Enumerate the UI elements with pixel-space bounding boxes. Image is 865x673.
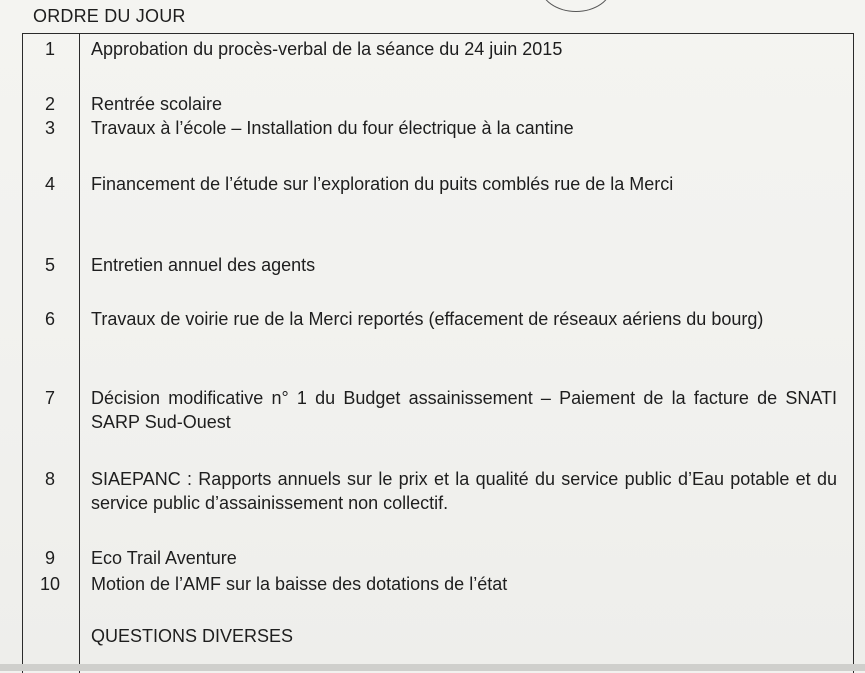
item-text: QUESTIONS DIVERSES	[91, 626, 294, 646]
item-number: 9	[44, 548, 55, 568]
item-number: 3	[44, 118, 55, 138]
item-text: Décision modificative n° 1 du Budget assainissement – Paiement de la facture de SNATI SARP Sud-Ouest	[91, 388, 837, 432]
item-number: 10	[39, 574, 61, 594]
item-number: 4	[44, 174, 55, 194]
item-number: 6	[44, 309, 55, 329]
item-text: Approbation du procès-verbal de la séance du 24 juin 2015	[91, 39, 563, 59]
page-bottom-edge	[0, 664, 865, 671]
item-text: Eco Trail Aventure	[91, 548, 237, 568]
item-text: SIAEPANC : Rapports annuels sur le prix et la qualité du service public d’Eau potable et du service public d’assainissement non collectif.	[91, 469, 837, 513]
item-number: 7	[44, 388, 55, 408]
item-text: Motion de l’AMF sur la baisse des dotations de l’état	[91, 574, 508, 594]
number-column-divider	[79, 33, 80, 673]
item-text: Travaux de voirie rue de la Merci reportés (effacement de réseaux aériens du bourg)	[91, 309, 764, 329]
item-text: Financement de l’étude sur l’exploration du puits comblés rue de la Merci	[91, 174, 674, 194]
item-number: 2	[44, 94, 55, 114]
item-number: 1	[44, 39, 55, 59]
item-text: Rentrée scolaire	[91, 94, 223, 114]
agenda-heading: ORDRE DU JOUR	[33, 6, 186, 26]
item-number: 8	[44, 469, 55, 489]
item-number: 5	[44, 255, 55, 275]
stamp-arc	[540, 0, 612, 12]
item-text: Entretien annuel des agents	[91, 255, 316, 275]
item-text: Travaux à l’école – Installation du four électrique à la cantine	[91, 118, 574, 138]
